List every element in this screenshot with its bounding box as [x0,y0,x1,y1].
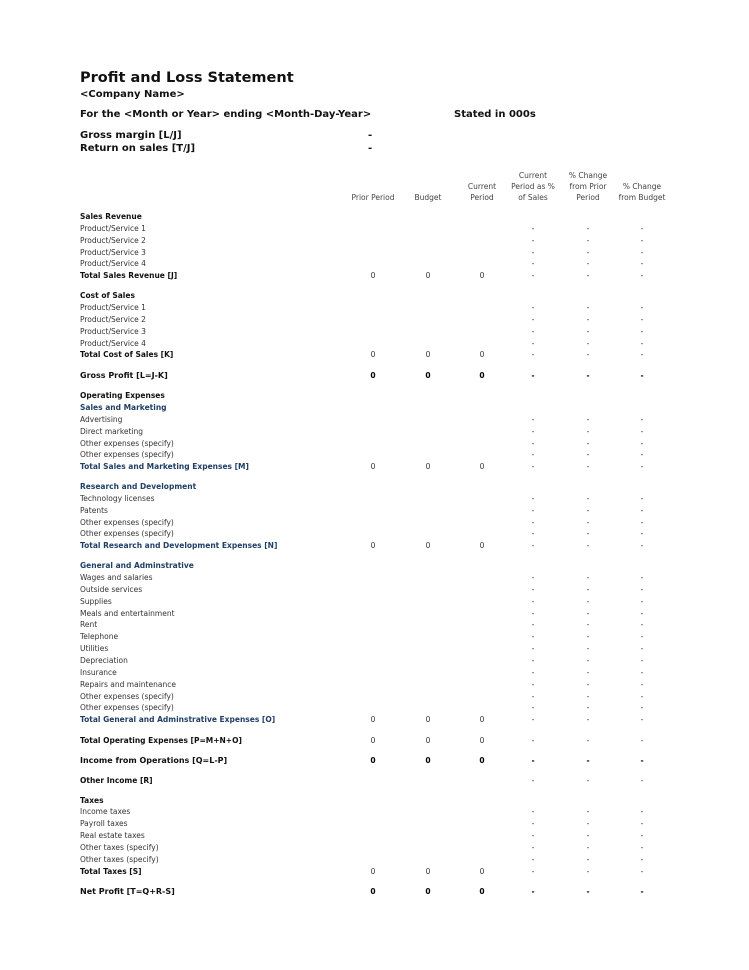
cell-chg-budget: - [640,807,644,817]
cell-chg-budget: - [640,644,644,654]
row-label: Product/Service 2 [80,235,146,245]
row-label: Other Income [R] [80,775,153,785]
column-header-line: Period as % [511,182,555,191]
cell-chg-budget: - [640,314,644,324]
row-label: Cost of Sales [80,291,135,301]
cell-pct-sales: - [531,517,535,527]
row-label: Product/Service 3 [80,326,146,336]
cell-chg-prior: - [586,854,590,864]
cell-pct-sales: - [531,655,535,665]
cell-pct-sales: - [531,644,535,654]
cell-prior: 0 [370,866,376,876]
row-label: Direct marketing [80,426,144,436]
cell-chg-budget: - [640,775,644,785]
cell-pct-sales: - [531,541,535,551]
cell-chg-budget: - [640,691,644,701]
cell-pct-sales: - [531,755,535,765]
cell-chg-budget: - [640,819,644,829]
cell-chg-prior: - [586,426,590,436]
cell-chg-prior: - [586,703,590,713]
table-row [0,644,749,656]
cell-current: 0 [479,462,485,472]
cell-chg-prior: - [586,541,590,551]
table-row [0,668,749,680]
cell-budget: 0 [425,271,431,281]
row-label: Depreciation [80,655,128,665]
column-header-line: Current [518,171,548,180]
cell-pct-sales: - [531,350,535,360]
cell-chg-prior: - [586,755,590,765]
table-row [0,807,749,819]
cell-chg-budget: - [640,843,644,852]
cell-current: 0 [479,350,485,360]
cell-prior: 0 [370,371,376,381]
cell-chg-budget: - [640,505,644,515]
table-row [0,632,749,644]
cell-prior: 0 [370,350,376,360]
section-heading-row [0,403,749,415]
cell-current: 0 [479,371,485,381]
cell-chg-budget: - [640,573,644,582]
row-label: Total General and Adminstrative Expenses [O] [80,715,276,725]
row-label: Outside services [80,584,143,594]
table-row [0,518,749,530]
table-row [0,703,749,715]
return-on-sales-label: Return on sales [T/J] [80,143,196,154]
cell-chg-budget: - [640,493,644,503]
column-header-line: Current [467,182,497,191]
cell-pct-sales: - [531,843,535,852]
cell-budget: 0 [425,371,431,381]
table-row [0,831,749,843]
row-label: Product/Service 3 [80,247,146,257]
table-row [0,573,749,585]
cell-chg-budget: - [640,886,644,896]
cell-budget: 0 [425,350,431,360]
period-line: For the <Month or Year> ending <Month-Day-Year> [80,109,372,120]
total-row [0,887,749,899]
cell-chg-budget: - [640,679,644,689]
cell-chg-prior: - [586,866,590,876]
stated-units: Stated in 000s [454,109,536,120]
cell-chg-prior: - [586,667,590,677]
cell-prior: 0 [370,736,376,745]
cell-chg-budget: - [640,326,644,336]
cell-pct-sales: - [531,326,535,336]
column-header-line: Period [576,193,600,202]
cell-chg-budget: - [640,831,644,841]
cell-chg-prior: - [586,517,590,527]
row-label: Supplies [80,596,112,606]
page-title: Profit and Loss Statement [80,70,294,86]
cell-chg-prior: - [586,775,590,785]
cell-budget: 0 [425,715,431,725]
row-label: Income taxes [80,807,131,817]
cell-pct-sales: - [531,438,535,448]
cell-pct-sales: - [531,667,535,677]
cell-chg-budget: - [640,438,644,448]
cell-budget: 0 [425,736,431,745]
row-label: Total Sales and Marketing Expenses [M] [80,462,249,472]
table-row [0,819,749,831]
cell-chg-budget: - [640,414,644,424]
cell-chg-prior: - [586,843,590,852]
column-header-line: % Change [568,171,608,180]
cell-chg-budget: - [640,703,644,713]
cell-chg-budget: - [640,854,644,864]
cell-pct-sales: - [531,462,535,472]
cell-chg-prior: - [586,493,590,503]
return-on-sales-value: - [368,143,373,154]
cell-budget: 0 [425,866,431,876]
table-row [0,843,749,855]
cell-chg-budget: - [640,596,644,606]
cell-chg-budget: - [640,736,644,745]
gross-margin-label: Gross margin [L/J] [80,130,182,141]
row-label: Other expenses (specify) [80,529,174,539]
total-row [0,462,749,474]
cell-pct-sales: - [531,608,535,618]
cell-current: 0 [479,541,485,551]
cell-pct-sales: - [531,223,535,233]
row-label: Total Research and Development Expenses [N] [80,541,278,551]
cell-chg-prior: - [586,644,590,654]
cell-chg-prior: - [586,505,590,515]
cell-prior: 0 [370,755,376,765]
row-label: Total Taxes [S] [80,866,142,876]
cell-chg-prior: - [586,655,590,665]
cell-current: 0 [479,271,485,281]
cell-chg-budget: - [640,303,644,312]
cell-chg-budget: - [640,517,644,527]
row-label: Utilities [80,644,109,654]
cell-pct-sales: - [531,338,535,348]
cell-current: 0 [479,736,485,745]
total-row [0,867,749,879]
cell-chg-budget: - [640,584,644,594]
cell-pct-sales: - [531,450,535,460]
cell-chg-prior: - [586,303,590,312]
cell-chg-budget: - [640,632,644,642]
row-label: Taxes [80,795,104,805]
cell-pct-sales: - [531,807,535,817]
table-row [0,315,749,327]
table-row [0,236,749,248]
cell-pct-sales: - [531,679,535,689]
row-label: Real estate taxes [80,831,145,841]
table-row [0,680,749,692]
row-label: Net Profit [T=Q+R-S] [80,886,175,896]
cell-pct-sales: - [531,235,535,245]
row-label: Sales and Marketing [80,402,167,412]
cell-chg-budget: - [640,235,644,245]
cell-current: 0 [479,886,485,896]
row-label: Product/Service 4 [80,338,146,348]
cell-chg-prior: - [586,679,590,689]
section-heading-row [0,796,749,808]
cell-chg-prior: - [586,584,590,594]
cell-chg-prior: - [586,223,590,233]
cell-pct-sales: - [531,247,535,257]
total-row [0,776,749,788]
cell-pct-sales: - [531,371,535,381]
column-header-line: Prior Period [351,193,395,202]
column-header-line: from Budget [618,193,666,202]
column-header-line: from Prior [569,182,607,191]
row-label: Other expenses (specify) [80,438,174,448]
table-row [0,415,749,427]
cell-chg-prior: - [586,620,590,630]
cell-pct-sales: - [531,426,535,436]
cell-current: 0 [479,715,485,725]
row-label: Wages and salaries [80,573,153,582]
cell-chg-prior: - [586,271,590,281]
cell-pct-sales: - [531,831,535,841]
cell-prior: 0 [370,715,376,725]
cell-chg-prior: - [586,414,590,424]
table-row [0,439,749,451]
cell-pct-sales: - [531,584,535,594]
cell-chg-prior: - [586,831,590,841]
row-label: Advertising [80,414,123,424]
cell-pct-sales: - [531,886,535,896]
row-label: Meals and entertainment [80,608,175,618]
table-row [0,585,749,597]
cell-chg-prior: - [586,715,590,725]
total-row [0,541,749,553]
cell-chg-budget: - [640,259,644,269]
section-heading-row [0,391,749,403]
cell-chg-prior: - [586,326,590,336]
cell-chg-prior: - [586,371,590,381]
row-label: Other expenses (specify) [80,691,174,701]
cell-chg-budget: - [640,529,644,539]
cell-chg-budget: - [640,608,644,618]
cell-chg-prior: - [586,438,590,448]
cell-budget: 0 [425,541,431,551]
cell-prior: 0 [370,271,376,281]
cell-chg-prior: - [586,235,590,245]
cell-chg-budget: - [640,350,644,360]
cell-pct-sales: - [531,632,535,642]
table-row [0,327,749,339]
column-header-line: Period [470,193,494,202]
cell-pct-sales: - [531,596,535,606]
cell-chg-budget: - [640,667,644,677]
total-row [0,350,749,362]
cell-chg-budget: - [640,541,644,551]
cell-chg-budget: - [640,620,644,630]
table-row [0,609,749,621]
table-row [0,259,749,271]
row-label: Other expenses (specify) [80,450,174,460]
row-label: General and Adminstrative [80,561,194,571]
cell-budget: 0 [425,886,431,896]
cell-pct-sales: - [531,775,535,785]
cell-chg-budget: - [640,247,644,257]
row-label: Payroll taxes [80,819,128,829]
cell-chg-prior: - [586,596,590,606]
cell-chg-prior: - [586,462,590,472]
cell-pct-sales: - [531,715,535,725]
section-heading-row [0,291,749,303]
cell-pct-sales: - [531,493,535,503]
table-row [0,303,749,315]
row-label: Product/Service 2 [80,314,146,324]
cell-current: 0 [479,755,485,765]
table-row [0,506,749,518]
cell-chg-budget: - [640,271,644,281]
cell-chg-budget: - [640,223,644,233]
table-row [0,339,749,351]
company-name: <Company Name> [80,89,185,100]
section-heading-row [0,561,749,573]
cell-pct-sales: - [531,303,535,312]
row-label: Total Cost of Sales [K] [80,350,174,360]
cell-chg-budget: - [640,655,644,665]
section-heading-row [0,482,749,494]
cell-pct-sales: - [531,314,535,324]
table-row [0,855,749,867]
row-label: Total Sales Revenue [J] [80,271,178,281]
cell-chg-prior: - [586,338,590,348]
cell-chg-prior: - [586,886,590,896]
column-header-line: Budget [414,193,442,202]
cell-pct-sales: - [531,691,535,701]
cell-prior: 0 [370,541,376,551]
cell-pct-sales: - [531,854,535,864]
cell-pct-sales: - [531,703,535,713]
row-label: Other expenses (specify) [80,703,174,713]
cell-pct-sales: - [531,414,535,424]
cell-pct-sales: - [531,620,535,630]
row-label: Insurance [80,667,117,677]
table-row [0,692,749,704]
cell-chg-budget: - [640,462,644,472]
total-row [0,736,749,748]
table-row [0,224,749,236]
cell-pct-sales: - [531,271,535,281]
total-row [0,756,749,768]
cell-pct-sales: - [531,866,535,876]
table-row [0,494,749,506]
cell-chg-budget: - [640,866,644,876]
row-label: Other taxes (specify) [80,854,159,864]
row-label: Other taxes (specify) [80,843,159,852]
cell-pct-sales: - [531,259,535,269]
column-header-line: % Change [622,182,662,191]
cell-chg-prior: - [586,807,590,817]
cell-chg-budget: - [640,450,644,460]
cell-chg-prior: - [586,608,590,618]
cell-chg-prior: - [586,314,590,324]
row-label: Technology licenses [80,493,155,503]
cell-chg-prior: - [586,259,590,269]
cell-chg-budget: - [640,338,644,348]
table-row [0,427,749,439]
cell-chg-prior: - [586,247,590,257]
row-label: Product/Service 4 [80,259,146,269]
row-label: Sales Revenue [80,212,142,221]
cell-pct-sales: - [531,819,535,829]
cell-chg-budget: - [640,755,644,765]
cell-pct-sales: - [531,573,535,582]
row-label: Patents [80,505,108,515]
cell-chg-prior: - [586,691,590,701]
cell-chg-prior: - [586,573,590,582]
total-row [0,715,749,727]
row-label: Gross Profit [L=J-K] [80,371,168,381]
cell-pct-sales: - [531,529,535,539]
table-row [0,529,749,541]
cell-chg-prior: - [586,736,590,745]
table-row [0,656,749,668]
cell-pct-sales: - [531,736,535,745]
column-header-line: of Sales [518,193,548,202]
row-label: Total Operating Expenses [P=M+N+O] [80,736,242,745]
cell-chg-prior: - [586,819,590,829]
cell-current: 0 [479,866,485,876]
total-row [0,271,749,283]
table-row [0,597,749,609]
table-row [0,248,749,260]
row-label: Income from Operations [Q=L-P] [80,755,228,765]
row-label: Telephone [80,632,119,642]
cell-chg-prior: - [586,450,590,460]
total-row [0,371,749,383]
section-heading-row [0,212,749,224]
cell-chg-budget: - [640,426,644,436]
column-header-chg-budget [607,181,677,203]
row-label: Product/Service 1 [80,303,146,312]
row-label: Other expenses (specify) [80,517,174,527]
gross-margin-value: - [368,130,373,141]
row-label: Research and Development [80,482,197,491]
cell-chg-prior: - [586,632,590,642]
cell-prior: 0 [370,886,376,896]
row-label: Rent [80,620,98,630]
cell-chg-prior: - [586,529,590,539]
row-label: Repairs and maintenance [80,679,176,689]
cell-prior: 0 [370,462,376,472]
cell-chg-budget: - [640,371,644,381]
cell-pct-sales: - [531,505,535,515]
row-label: Operating Expenses [80,391,165,401]
cell-chg-prior: - [586,350,590,360]
table-row [0,450,749,462]
cell-budget: 0 [425,755,431,765]
table-row [0,620,749,632]
cell-chg-budget: - [640,715,644,725]
cell-budget: 0 [425,462,431,472]
row-label: Product/Service 1 [80,223,146,233]
